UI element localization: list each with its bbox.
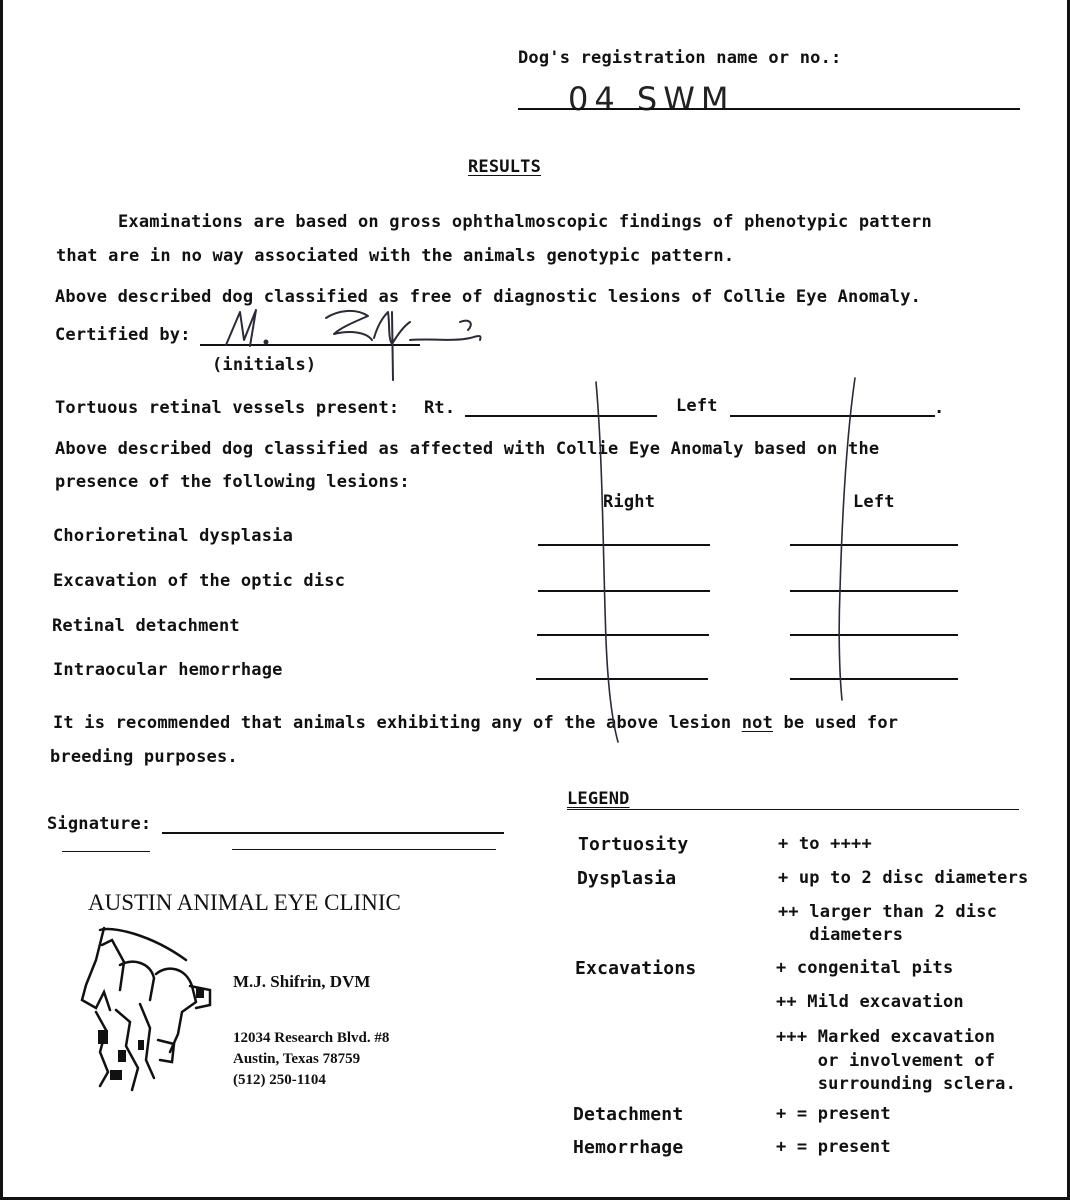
column-left-header: Left <box>853 492 895 512</box>
intro-line-1: Examinations are based on gross ophthalmoscopic findings of phenotypic pattern <box>118 212 932 232</box>
legend-term: Hemorrhage <box>573 1137 684 1158</box>
lesion-left-line <box>790 544 958 546</box>
column-right-header: Right <box>603 492 656 512</box>
lesion-left-line <box>790 590 958 592</box>
tortuous-left-label: Left <box>676 396 718 416</box>
recommendation-line-2: breeding purposes. <box>50 747 238 767</box>
legend-desc: or involvement of <box>776 1051 996 1071</box>
signature-underline-fragment <box>232 849 496 850</box>
legend-desc: +++ Marked excavation <box>776 1027 996 1047</box>
tortuous-left-line <box>730 415 935 417</box>
legend-desc: ++ larger than 2 disc <box>778 902 998 922</box>
registration-label: Dog's registration name or no.: <box>518 48 842 68</box>
lesion-row-label: Excavation of the optic disc <box>53 571 346 591</box>
clinic-address-1: 12034 Research Blvd. #8 <box>233 1030 390 1046</box>
legend-desc: diameters <box>778 925 904 945</box>
legend-desc: + = present <box>776 1137 891 1157</box>
lesion-right-line <box>538 590 710 592</box>
tortuous-rt-label: Rt. <box>424 398 456 418</box>
legend-title: LEGEND <box>567 789 630 809</box>
legend-desc: + = present <box>776 1104 891 1124</box>
legend-term: Excavations <box>575 958 697 979</box>
free-statement: Above described dog classified as free of diagnostic lesions of Collie Eye Anomaly. <box>55 287 922 307</box>
registration-value: 04 SWM <box>568 80 735 118</box>
legend-term: Dysplasia <box>577 868 677 889</box>
lesion-right-line <box>538 544 710 546</box>
clinic-name: AUSTIN ANIMAL EYE CLINIC <box>88 890 401 915</box>
legend-desc: + to ++++ <box>778 834 872 854</box>
lesion-left-line <box>790 678 958 680</box>
legend-desc: ++ Mild excavation <box>776 992 964 1012</box>
lesion-row-label: Chorioretinal dysplasia <box>53 526 294 546</box>
recommendation-part-1: It is recommended that animals exhibiting any of the above lesion <box>53 713 742 733</box>
clinic-address-2: Austin, Texas 78759 <box>233 1051 361 1067</box>
lesion-row-label: Intraocular hemorrhage <box>53 660 283 680</box>
affected-line-1: Above described dog classified as affected with Collie Eye Anomaly based on the <box>55 439 880 459</box>
legend-desc: + congenital pits <box>776 958 954 978</box>
lesion-left-line <box>790 634 958 636</box>
clinic-phone: (512) 250-1104 <box>233 1072 326 1088</box>
legend-term: Detachment <box>573 1104 684 1125</box>
tortuous-end-mark: . <box>934 398 945 418</box>
certified-line <box>200 344 420 346</box>
legend-term: Tortuosity <box>578 834 689 855</box>
recommendation-line-1 <box>53 713 898 733</box>
recommendation-part-2: be used for <box>773 713 899 733</box>
certified-label: Certified by: <box>55 325 191 345</box>
tortuous-rt-line <box>465 415 657 417</box>
recommendation-emphasis: not <box>741 713 774 733</box>
signature-line <box>162 832 504 834</box>
initials-label: (initials) <box>212 355 317 375</box>
intro-line-2: that are in no way associated with the animals genotypic pattern. <box>56 246 735 266</box>
scan-edge-left <box>0 0 3 1200</box>
registration-line <box>518 108 1020 110</box>
signature-label: Signature: <box>47 814 152 834</box>
lesion-row-label: Retinal detachment <box>52 616 240 636</box>
legend-desc: + up to 2 disc diameters <box>778 868 1029 888</box>
signature-underline-fragment <box>62 851 150 852</box>
legend-desc: surrounding sclera. <box>776 1074 1017 1094</box>
results-title: RESULTS <box>468 157 542 177</box>
legend-rule <box>567 809 1019 810</box>
clinic-doctor: M.J. Shifrin, DVM <box>233 972 371 991</box>
lesion-right-line <box>536 678 708 680</box>
affected-line-2: presence of the following lesions: <box>55 472 410 492</box>
tortuous-label: Tortuous retinal vessels present: <box>55 398 400 418</box>
lesion-right-line <box>537 634 709 636</box>
